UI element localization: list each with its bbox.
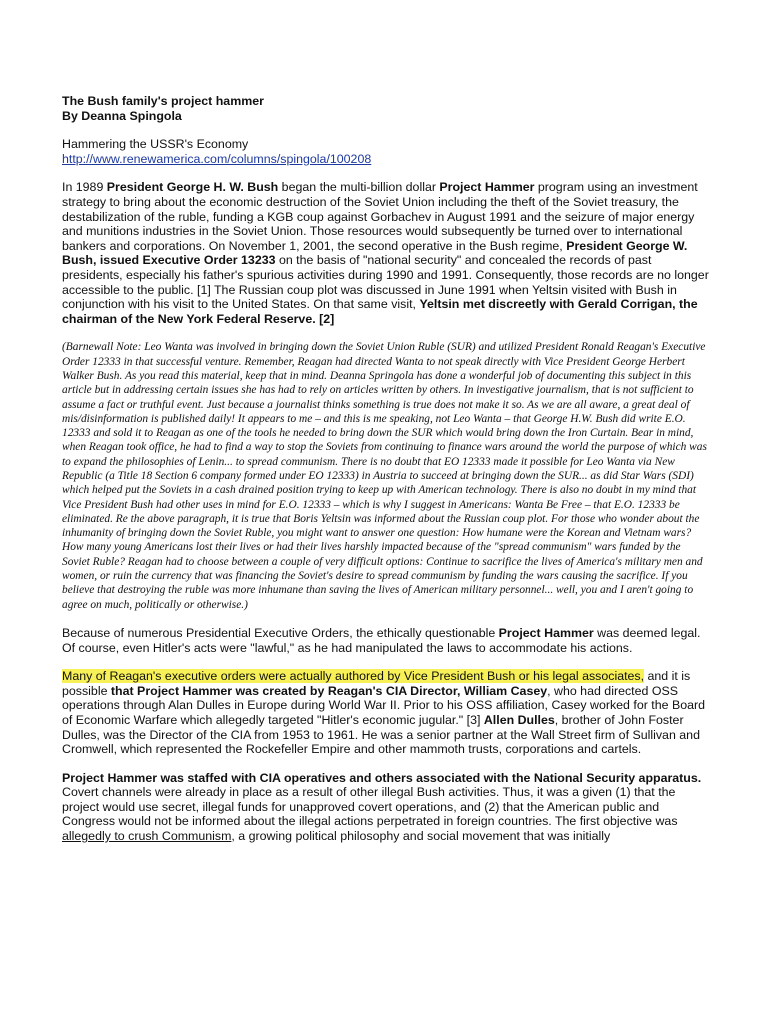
spacer: [62, 166, 710, 180]
barnewall-note: (Barnewall Note: Leo Wanta was involved in bringing down the Soviet Union Ruble (SUR) and utilized President Ronald Reagan's Executive Order 12333 in that successful venture. Remember, Reagan had directed Wanta to not speak directly with Vice President George Herbert Walker Bush. As you read this material, keep that in mind. Deanna Springola has done a wonderful job of documenting this subject in this article but in addressing certain issues she has had to rely on articles written by others. In investigative journalism, that is not sufficient to assume a fact or truthful event. Just because a journalist thinks something is true does not make it so. As we are all aware, a great deal of mis/disinformation is published daily! It appears to me – and this is me speaking, not Leo Wanta – that George H.W. Bush did write E.O. 12333 and sold it to Reagan as one of the tools he needed to bring down the SUR which would bring down the Iron Curtain. Bear in mind, when Reagan took office, he had to find a way to stop the Soviets from continuing to finance wars around the world the purpose of which was to expand the philosophies of Lenin... to spread communism. There is no doubt that EO 12333 made it possible for Leo Wanta via New Republic (a Title 18 Section 6 company formed under EO 12333) in Austria to succeed at bringing down the SUR... as did Star Wars (SDI) which helped put the Soviets in a cash drained position trying to keep up with American technology. There is also no doubt in my mind that Vice President Bush had other uses in mind for E.O. 12333 – which is why I suggest in Americans: Wanta Be Free – that E.O. 12333 be eliminated. Re the above paragraph, it is true that Boris Yeltsin was informed about the Russian coup plot. For those who wonder about the inhumanity of bringing down the Soviet Ruble, you might want to answer one question: How humane were the Korean and Vietnam wars? How many young Americans lost their lives or had their lives harshly impacted because of the "spread communism" wars funded by the Soviet Ruble? Reagan had to choose between a couple of very difficult options: Continue to sacrifice the lives of America's military men and women, or ruin the currency that was financing the Soviet's desire to spread communism by funding the wars causing the sacrifice. If you believe that destroying the ruble was more inhumane than saving the lives of American military personnel... well, you and I aren't going to agree on much, politically or otherwise.): [62, 341, 707, 611]
byline: By Deanna Spingola: [62, 108, 182, 123]
article-subtitle: Hammering the USSR's Economy: [62, 137, 249, 152]
highlighted-text: Many of Reagan's executive orders were actually authored by Vice President Bush or his legal associates,: [62, 669, 645, 684]
article-title: The Bush family's project hammer: [62, 94, 264, 108]
spacer: [62, 123, 710, 137]
paragraph-staffing: Project Hammer was staffed with CIA operatives and others associated with the National Security apparatus. Covert channels were already in place as a result of other illegal Bush activities. Thus, it was a given (1) that the project would use secret, illegal funds for unapproved covert operations, and (2) that the American public and Congress would not be informed about the illegal actions perpetrated in foreign countries. The first objective was allegedly to crush Communism, a growing political philosophy and social movement that was initially: [62, 770, 702, 844]
source-link[interactable]: http://www.renewamerica.com/columns/spingola/100208: [62, 151, 372, 166]
underlined-text: allegedly to crush Communism: [62, 829, 232, 844]
paragraph-executive-orders: Because of numerous Presidential Executive Orders, the ethically questionable Project Hammer was deemed legal. Of course, even Hitler's acts were "lawful," as he had manipulated the laws to accommodate his actions.: [62, 625, 701, 655]
paragraph-casey: Many of Reagan's executive orders were actually authored by Vice President Bush or his legal associates, and it is possible that Project Hammer was created by Reagan's CIA Director, William Casey, who had directed OSS operations through Alan Dulles in Europe during World War II. Prior to his OSS affiliation, Casey worked for the Board of Economic Warfare which allegedly targeted "Hitler's economic jugular." [3] Allen Dulles, brother of John Foster Dulles, was the Director of the CIA from 1953 to 1961. He was a senior partner at the Wall Street firm of Sullivan and Cromwell, which represented the Rockefeller Empire and other mammoth trusts, corporations and cartels.: [62, 669, 706, 757]
document-page: [62, 94, 710, 858]
paragraph-intro: In 1989 President George H. W. Bush began the multi-billion dollar Project Hammer program using an investment strategy to bring about the economic destruction of the Soviet Union including the theft of the Soviet treasury, the destabilization of the ruble, funding a KGB coup against Gorbachev in August 1991 and the seizure of major energy and munitions industries in the Soviet Union. Those resources would subsequently be turned over to international bankers and corporations. On November 1, 2001, the second operative in the Bush regime, President George W. Bush, issued Executive Order 13233 on the basis of "national security" and concealed the records of past presidents, especially his father's spurious activities during 1990 and 1991. Consequently, those records are no longer accessible to the public. [1] The Russian coup plot was discussed in June 1991 when Yeltsin visited with Bush in conjunction with his visit to the United States. On that same visit, Yeltsin met discreetly with Gerald Corrigan, the chairman of the New York Federal Reserve. [2]: [62, 180, 709, 326]
